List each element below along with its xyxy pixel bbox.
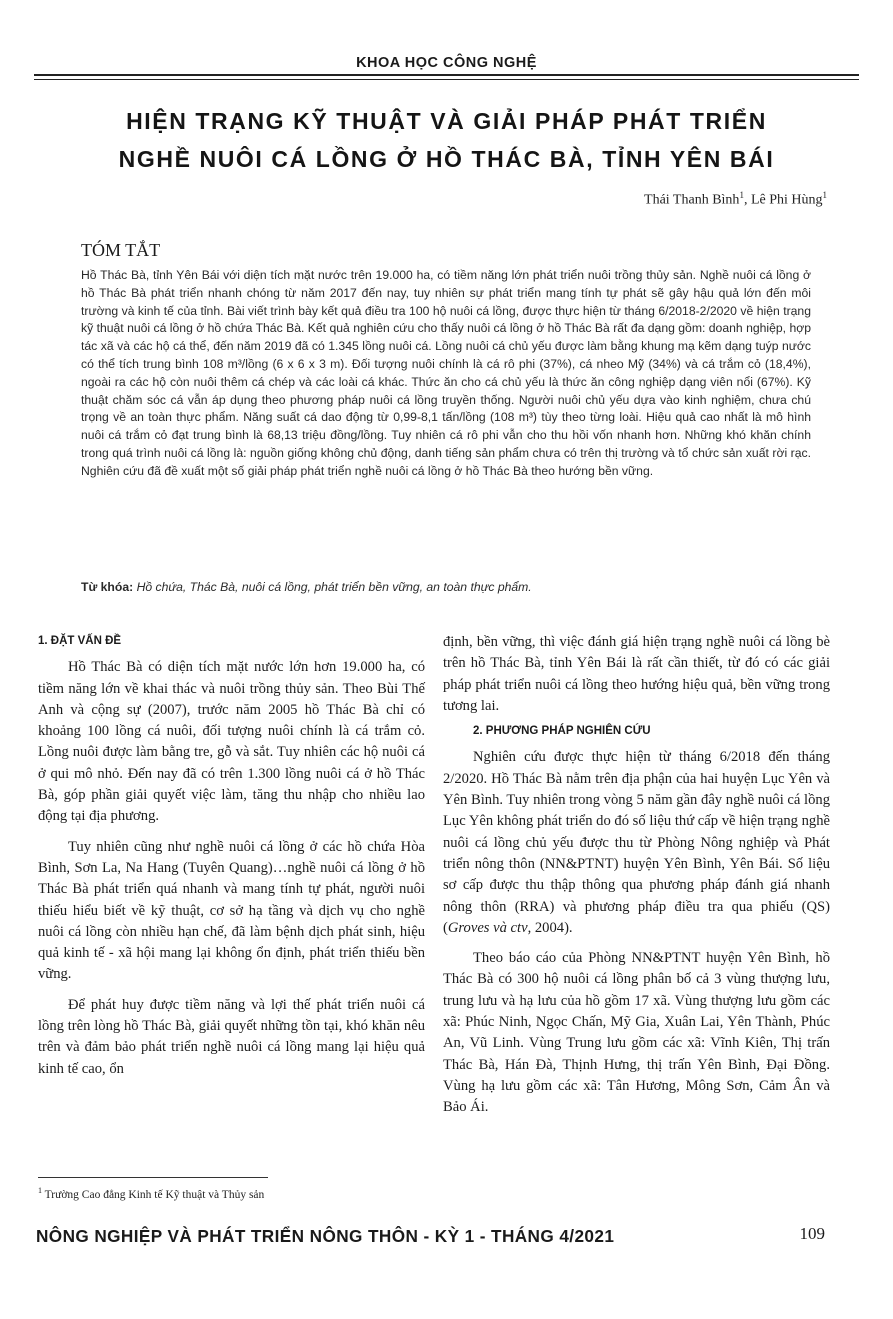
- header-rule-thin: [34, 79, 859, 80]
- left-column: [38, 631, 425, 1080]
- author-line: [644, 190, 827, 209]
- footnote-text: Trường Cao đẳng Kinh tế Kỹ thuật và Thủy sản: [42, 1188, 265, 1201]
- abstract-heading: TÓM TẮT: [81, 240, 161, 260]
- section-2-heading: 2. PHƯƠNG PHÁP NGHIÊN CỨU: [473, 725, 651, 738]
- keywords: [81, 580, 811, 594]
- section-label: KHOA HỌC CÔNG NGHỆ: [356, 55, 537, 71]
- section-1-heading: 1. ĐẶT VẤN ĐỀ: [38, 635, 122, 647]
- author-1: Thái Thanh Bình: [644, 192, 740, 208]
- article-title-line2: NGHỀ NUÔI CÁ LỒNG Ở HỒ THÁC BÀ, TỈNH YÊN BÁI: [118, 146, 775, 172]
- section-2-paragraph-2: Theo báo cáo của Phòng NN&PTNT huyện Yên Bình, hồ Thác Bà có 300 hộ nuôi cá lồng phân bố cả 3 vùng thượng lưu, trung lưu và hạ lưu của hồ gồm 17 xã. Vùng thượng lưu gồm các xã: Phúc Ninh, Ngọc Chấn, Mỹ Gia, Xuân Lai, Yên Thành, Phúc An, Vũ Linh. Vùng Trung lưu gồm các xã: Vĩnh Kiên, Thị trấn Thác Bà, Hán Đà, Thịnh Hưng, thị trấn Yên Bình, Đại Đồng. Vùng hạ lưu gồm các xã: Tân Hương, Mông Sơn, Cảm Ân và Bảo Ái.: [443, 950, 830, 1116]
- right-column: [443, 632, 830, 1119]
- article-title-line1: HIỆN TRẠNG KỸ THUẬT VÀ GIẢI PHÁP PHÁT TRIỂN: [126, 108, 767, 134]
- footnote-rule: [38, 1177, 268, 1178]
- keywords-label: Từ khóa:: [81, 580, 134, 594]
- footnote: [38, 1186, 264, 1201]
- section-1-paragraph-3-continued: định, bền vững, thì việc đánh giá hiện trạng nghề nuôi cá lồng bè trên hồ Thác Bà, tỉnh Yên Bái là rất cần thiết, từ đó có các giải pháp phát triển nuôi cá lồng theo hướng hiệu quả, bền vững trong tương lai.: [443, 634, 830, 714]
- abstract-text: Hồ Thác Bà, tỉnh Yên Bái với diện tích mặt nước trên 19.000 ha, có tiềm năng lớn phát triển nuôi trồng thủy sản. Nghề nuôi cá lồng ở hồ Thác Bà phát triển nhanh chóng từ năm 2017 đến nay, tuy nhiên sự phát triển mang tính tự phát sẽ gây hậu quả lớn đến môi trường và kinh tế của tỉnh. Bài viết trình bày kết quả điều tra 100 hộ nuôi cá lồng, được thực hiện từ tháng 6/2018-2/2020 về hiện trạng kỹ thuật nuôi cá lồng ở hồ chứa Thác Bà. Kết quả nghiên cứu cho thấy nuôi cá lồng ở hồ Thác Bà rất đa dạng gồm: doanh nghiệp, hợp tác xã và các hộ cá thể, đến năm 2019 đã có 1.345 lồng nuôi cá. Lồng nuôi cá chủ yếu được làm bằng khung mạ kẽm dạng tuýp nước có thể tích trung bình 108 m³/lồng (6 x 6 x 3 m). Đối tượng nuôi chính là cá rô phi (37%), cá nheo Mỹ (34%) và cá trắm cỏ (18,4%), ngoài ra các hộ còn nuôi thêm cá chép và các loài cá khác. Thức ăn cho cá chủ yếu là thức ăn công nghiệp dạng viên nổi (67%). Kỹ thuật chăm sóc cá vẫn áp dụng theo phương pháp nuôi cá lồng truyền thống. Người nuôi chủ yếu dựa vào kinh nghiệm, chưa chú trọng về an toàn thực phẩm. Năng suất cá dao động từ 0,99-8,1 tấn/lồng (108 m³) tùy theo từng loài. Hiệu quả cao nhất là mô hình nuôi cá trắm cỏ đạt trung bình là 68,13 triệu đồng/lồng. Tuy nhiên cá rô phi vẫn cho thu hồi vốn nhanh hơn. Những khó khăn chính trong quá trình nuôi cá lồng là: nguồn giống không chủ động, danh tiếng sản phẩm chưa có trên thị trường và tổ chức sản xuất rời rạc. Nghiên cứu đã đề xuất một số giải pháp phát triển nghề nuôi cá lồng ở hồ Thác Bà theo hướng bền vững.: [81, 268, 811, 478]
- author-separator: ,: [743, 192, 751, 208]
- footnote-marker: 1: [38, 1186, 42, 1195]
- section-1-paragraph-2: Tuy nhiên cũng như nghề nuôi cá lồng ở các hồ chứa Hòa Bình, Sơn La, Na Hang (Tuyên Quang)…nghề nuôi cá lồng ở hồ Thác Bà phát triển quá nhanh và mang tính tự phát, người nuôi thiếu hiểu biết về kỹ thuật, cơ sở hạ tầng và dịch vụ cho nghề nuôi cá lồng còn nhiều hạn chế, đã làm bệnh dịch phát sinh, hiệu quả kinh tế - xã hội mang lại không ổn định, phát triển thiếu bền vững.: [38, 838, 425, 983]
- section-1-paragraph-1: Hồ Thác Bà có diện tích mặt nước lớn hơn 19.000 ha, có tiềm năng lớn về khai thác và nuôi trồng thủy sản. Theo Bùi Thế Anh và cộng sự (2007), trước năm 2005 hồ Thác Bà chỉ có khoảng 100 lồng cá nuôi, đối tượng nuôi chính là cá trắm cỏ. Lồng nuôi được làm bằng tre, gỗ và sắt. Tuy nhiên các hộ nuôi cá ở qui mô nhỏ. Đến nay đã có trên 1.300 lồng nuôi cá ở hồ Thác Bà, góp phần giải quyết việc làm, tăng thu nhập cho nhiều lao động tại địa phương.: [38, 659, 425, 825]
- section-2-paragraph-1: [443, 747, 830, 939]
- author-2-affiliation: 1: [822, 190, 827, 200]
- author-1-affiliation: 1: [739, 190, 744, 200]
- section-1-paragraph-3: Để phát huy được tiềm năng và lợi thế phát triển nuôi cá lồng trên lòng hồ Thác Bà, giải quyết những tồn tại, khó khăn nêu trên và đảm bảo phát triển nghề nuôi cá lồng mang lại hiệu quả kinh tế cao, ổn: [38, 996, 425, 1077]
- keywords-list: Hồ chứa, Thác Bà, nuôi cá lồng, phát triển bền vững, an toàn thực phẩm.: [136, 580, 532, 594]
- header-rule-thick: [34, 74, 859, 76]
- citation: Groves và ctv: [447, 919, 528, 936]
- author-2: Lê Phi Hùng: [750, 192, 823, 208]
- citation-end: , 2004).: [527, 919, 573, 936]
- section-2-paragraph-1-text: Nghiên cứu được thực hiện từ tháng 6/2018 đến tháng 2/2020. Hồ Thác Bà nằm trên địa phận của hai huyện Lục Yên và Yên Bình. Tuy nhiên trong vòng 5 năm gần đây nghề nuôi cá lồng Lục Yên không phát triển do đó số liệu thứ cấp về hiện trạng nghề nuôi cá lồng chủ yếu được thu từ Phòng Nông nghiệp và Phát triển nông thôn (NN&PTNT) huyện Yên Bình, Yên Bái. Số liệu sơ cấp được thu thập thông qua phương pháp đánh giá nhanh nông thôn (RRA) và phương pháp điều tra qua phiếu (QS) (: [443, 749, 830, 936]
- journal-footer: NÔNG NGHIỆP VÀ PHÁT TRIỂN NÔNG THÔN - KỲ 1 - THÁNG 4/2021: [36, 1226, 615, 1246]
- page-number: 109: [799, 1224, 825, 1243]
